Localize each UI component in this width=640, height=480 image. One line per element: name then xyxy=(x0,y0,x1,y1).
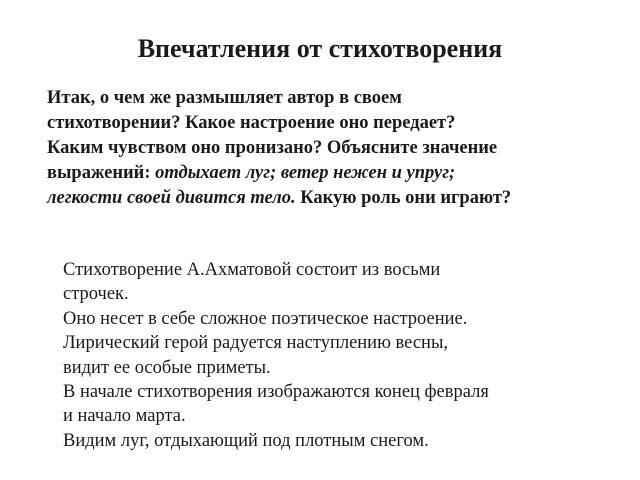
answer-line: Оно несет в себе сложное поэтическое настроение. xyxy=(63,308,468,329)
answer-line: Лирический герой радуется наступлению весны, xyxy=(63,333,448,354)
question-line: стихотворении? Какое настроение оно передает? xyxy=(47,113,456,133)
question-text: Какую роль они играют? xyxy=(295,188,512,208)
answer-line: видит ее особые приметы. xyxy=(63,357,271,378)
question-line: Итак, о чем же размышляет автор в своем xyxy=(47,88,402,108)
answer-block xyxy=(63,258,603,453)
question-text: выражений: xyxy=(47,163,156,183)
question-line xyxy=(47,161,627,186)
answer-line: и начало марта. xyxy=(63,406,186,427)
answer-line: Стихотворение А.Ахматовой состоит из восьми xyxy=(63,260,441,280)
slide-title: Впечатления от стихотворения xyxy=(137,34,503,63)
quoted-expression: отдыхает луг; ветер нежен и упруг; xyxy=(155,163,456,183)
answer-line: строчек. xyxy=(63,284,129,305)
quoted-expression: легкости своей дивится тело. xyxy=(47,188,296,208)
answer-line: Видим луг, отдыхающий под плотным снегом. xyxy=(63,430,429,451)
question-block xyxy=(47,86,627,211)
question-line: Каким чувством оно пронизано? Объясните значение xyxy=(47,138,498,158)
question-line xyxy=(47,186,627,211)
answer-line: В начале стихотворения изображаются конец февраля xyxy=(63,382,489,403)
